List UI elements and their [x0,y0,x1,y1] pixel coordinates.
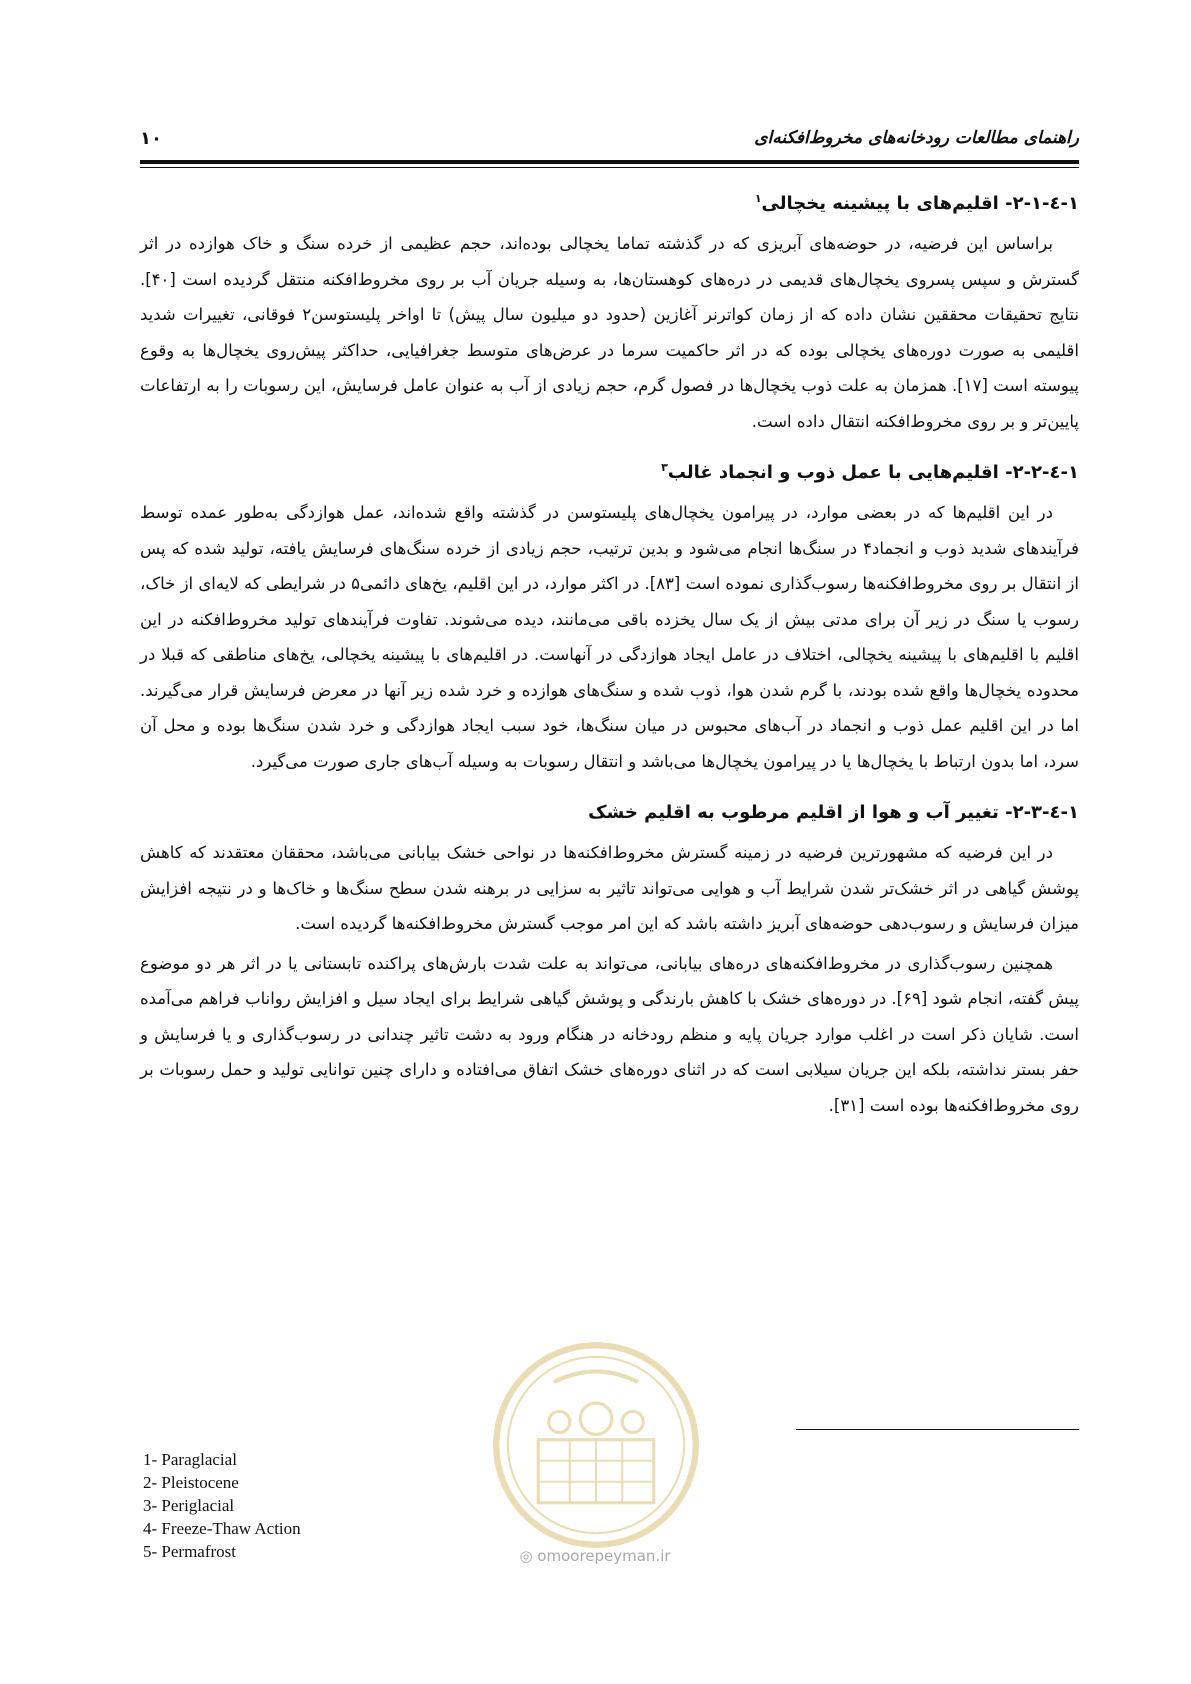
footnote-item: 3- Periglacial [143,1496,235,1515]
header-title: راهنمای مطالعات رودخانه‌های مخروط‌افکنه‌ای [754,128,1079,148]
section-heading-text: ۱-٤-۲-۱- اقلیم‌های با پیشینه یخچالی [761,193,1079,214]
section-heading-text: ۱-٤-۲-۲- اقلیم‌هایی با عمل ذوب و انجماد غالب [667,462,1079,483]
header-rule-thin [140,167,1079,168]
paragraph: در این اقلیم‌ها که در بعضی موارد، در پیرامون یخچال‌های پلیستوسن در گذشته واقع شده‌اند، عمل هوازدگی به‌طور عمده توسط فرآیندهای شدید ذوب و انجماد۴ در سنگ‌ها انجام می‌شود و بدین ترتیب، حجم زیادی از خرده سنگ‌های فرسایش یافته، تولید شده که پس از انتقال بر روی مخروط‌افکنه‌ها رسوب‌گذاری نموده است [۸۳]. در اکثر موارد، در این اقلیم، یخ‌های دائمی۵ در شرایطی که لایه‌ای از خاک، رسوب یا سنگ در زیر آن برای مدتی بیش از یک سال یخزده باقی می‌مانند، دیده می‌شوند. تفاوت فرآیندهای تولید مخروط‌افکنه در این اقلیم با اقلیم‌های با پیشینه یخچالی، اختلاف در عامل ایجاد هوازدگی در آنهاست. در اقلیم‌های با پیشینه یخچالی، یخ‌های مناطقی که قبلا در محدوده یخچال‌ها واقع شده بودند، با گرم شدن هوا، ذوب شده و سنگ‌های هوازده و خرد شده زیر آنها در معرض فرسایش قرار می‌گیرند. اما در این اقلیم عمل ذوب و انجماد در آب‌های محبوس در میان سنگ‌ها، خود سبب ایجاد هوازدگی و خرد شدن سنگ‌ها بوده و محل آن سرد، اما بدون ارتباط با یخچال‌ها یا در پیرامون یخچال‌ها می‌باشد و انتقال رسوبات به وسیله آب‌های جاری صورت می‌گیرد. [140,503,1079,771]
section-heading [140,791,1079,835]
header-rule-thick [140,160,1079,164]
footnote-item: 1- Paraglacial [143,1450,237,1469]
main-content [140,182,1079,1127]
section-heading [140,451,1079,495]
footnote-item: 2- Pleistocene [143,1473,239,1492]
running-header [140,126,1079,156]
paragraph: همچنین رسوب‌گذاری در مخروط‌افکنه‌های دره‌های بیابانی، می‌تواند به علت شدت بارش‌های پراکنده تابستانی یا در اثر هر دو موضوع پیش گفته، انجام شود [۶۹]. در دوره‌های خشک با کاهش بارندگی و پوشش گیاهی شرایط برای ایجاد سیل و افزایش رواناب فراهم می‌آمده است. شایان ذکر است در اغلب موارد جریان پایه و منظم رودخانه در هنگام ورود به دشت تاثیر چندانی در رسوب‌گذاری و یا فرسایش و حفر بستر نداشته، بلکه این جریان سیلابی است که در اثنای دوره‌های خشک اتفاق می‌افتاده و دارای چنین توانایی تولید و حمل رسوبات بر روی مخروط‌افکنه‌ها بوده است [۳۱]. [140,953,1079,1115]
footnotes [143,1448,543,1563]
heading-footnote-ref: ۳ [661,461,668,474]
heading-footnote-ref: ۱ [754,192,762,205]
section-heading [140,182,1079,226]
page-number: ۱۰ [140,128,162,149]
footnote-item: 5- Permafrost [143,1542,237,1561]
paragraph: در این فرضیه که مشهورترین فرضیه در زمینه گسترش مخروط‌افکنه‌ها در نواحی خشک بیابانی می‌باشد، محققان معتقدند که کاهش پوشش گیاهی در اثر خشک‌تر شدن شرایط آب و هوایی می‌تواند تاثیر به سزایی در برهنه شدن سطح سنگ‌ها و خاک‌ها و در نتیجه افزایش میزان فرسایش و رسوب‌دهی حوضه‌های آبریز داشته باشد که این امر موجب گسترش مخروط‌افکنه‌ها گردیده است. [140,843,1079,933]
paragraph: براساس این فرضیه، در حوضه‌های آبریزی که در گذشته تماما یخچالی بوده‌اند، حجم عظیمی از خرده سنگ و خاک هوازده در اثر گسترش و سپس پسروی یخچال‌های قدیمی در دره‌های کوهستان‌ها، به وسیله جریان آب بر روی مخروط‌افکنه منتقل گردیده است [۴۰]. نتایج تحقیقات محققین نشان داده که از زمان کواترنر آغازین (حدود دو میلیون سال پیش) تا اواخر پلیستوسن۲ فوقانی، تغییرات شدید اقلیمی به صورت دوره‌های یخچالی بوده که در اثر حاکمیت سرما در عرض‌های متوسط جغرافیایی، حداکثر پیش‌روی یخچال‌ها به وقوع پیوسته است [۱۷]. همزمان به علت ذوب یخچال‌ها در فصول گرم، حجم زیادی از آب به عنوان عامل فرسایش، این رسوبات را به ارتفاعات پایین‌تر و بر روی مخروط‌افکنه انتقال داده است. [140,234,1079,431]
footnote-item: 4- Freeze-Thaw Action [143,1519,301,1538]
footnote-separator [796,1429,1079,1430]
watermark-url: ◎ omoorepeyman.ir [519,1547,671,1565]
section-heading-text: ۱-٤-۲-۳- تغییر آب و هوا از اقلیم مرطوب به اقلیم خشک [588,802,1079,823]
